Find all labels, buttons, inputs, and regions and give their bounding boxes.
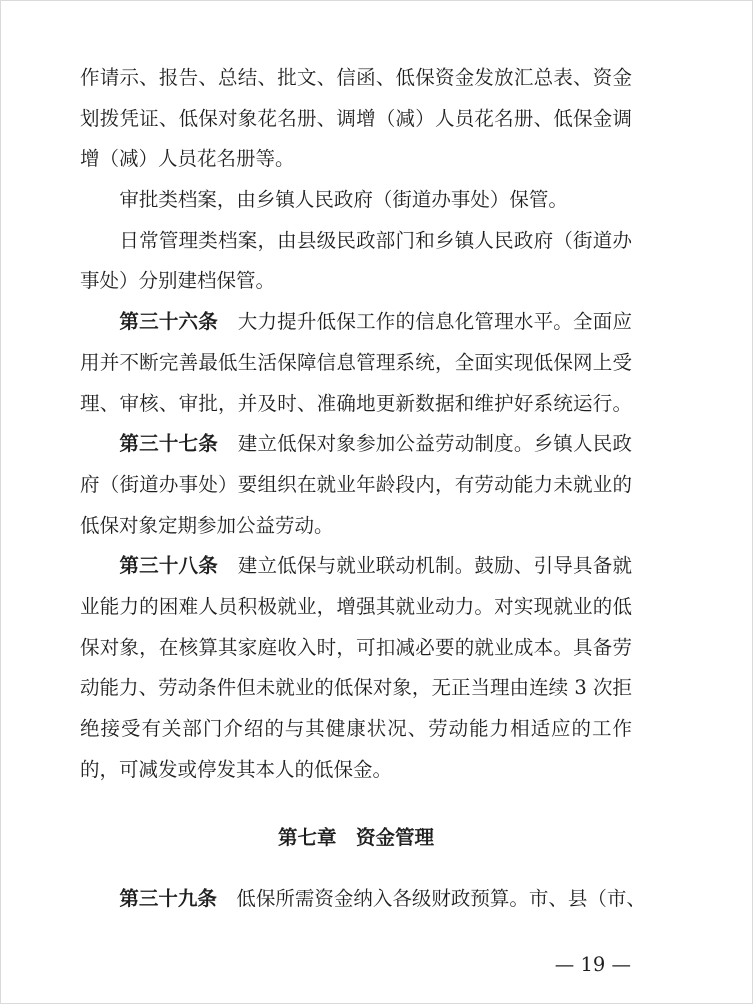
page-number: — 19 — bbox=[554, 953, 631, 976]
article-label: 第三十七条 bbox=[119, 432, 219, 456]
article-label: 第三十八条 bbox=[119, 554, 219, 578]
text-line: 用并不断完善最低生活保障信息管理系统，全面实现低保网上受 bbox=[80, 350, 632, 374]
text-line: 业能力的困难人员积极就业，增强其就业动力。对实现就业的低 bbox=[80, 594, 632, 618]
text-line: 作请示、报告、总结、批文、信函、低保资金发放汇总表、资金 bbox=[80, 66, 632, 89]
article-37 bbox=[80, 424, 632, 546]
chapter-heading bbox=[80, 818, 632, 859]
article-first-line bbox=[80, 424, 632, 465]
text-line: 的，可减发或停发其本人的低保金。 bbox=[80, 757, 393, 781]
text-line: 绝接受有关部门介绍的与其健康状况、劳动能力相适应的工作 bbox=[80, 717, 632, 740]
text-line: 事处）分别建档保管。 bbox=[80, 269, 276, 293]
article-39 bbox=[80, 879, 646, 920]
text-line: 增（减）人员花名册等。 bbox=[80, 147, 295, 171]
article-first-line bbox=[80, 879, 646, 920]
text-line: 府（街道办事处）要组织在就业年龄段内，有劳动能力未就业的 bbox=[80, 472, 632, 496]
text-line: 低保对象定期参加公益劳动。 bbox=[80, 513, 334, 537]
text-line: 日常管理类档案，由县级民政部门和乡镇人民政府（街道办 bbox=[119, 228, 632, 252]
article-label: 第三十六条 bbox=[119, 310, 219, 334]
chapter-number: 第七章 bbox=[277, 826, 337, 850]
article-text: 大力提升低保工作的信息化管理水平。全面应 bbox=[237, 310, 632, 334]
text-line: 理、审核、审批，并及时、准确地更新数据和维护好系统运行。 bbox=[80, 391, 632, 415]
article-text: 建立低保对象参加公益劳动制度。乡镇人民政 bbox=[237, 432, 632, 456]
text-line: 审批类档案，由乡镇人民政府（街道办事处）保管。 bbox=[119, 188, 568, 212]
chapter-title: 资金管理 bbox=[356, 826, 435, 850]
article-text: 建立低保与就业联动机制。鼓励、引导具备就 bbox=[237, 554, 632, 578]
document-body bbox=[80, 58, 646, 920]
text-line: 保对象，在核算其家庭收入时，可扣减必要的就业成本。具备劳 bbox=[80, 635, 632, 659]
article-label: 第三十九条 bbox=[119, 887, 217, 911]
article-38 bbox=[80, 546, 632, 790]
paragraph-approval-archives bbox=[80, 180, 632, 221]
text-line: 动能力、劳动条件但未就业的低保对象，无正当理由连续 3 次拒 bbox=[80, 676, 632, 700]
article-first-line bbox=[80, 546, 632, 587]
article-first-line bbox=[80, 302, 632, 343]
article-36 bbox=[80, 302, 632, 424]
article-text: 低保所需资金纳入各级财政预算。市、县（市、 bbox=[236, 887, 646, 911]
paragraph-continuation bbox=[80, 58, 632, 180]
text-line: 划拨凭证、低保对象花名册、调增（减）人员花名册、低保金调 bbox=[80, 106, 632, 130]
paragraph-daily-archives bbox=[80, 221, 632, 302]
